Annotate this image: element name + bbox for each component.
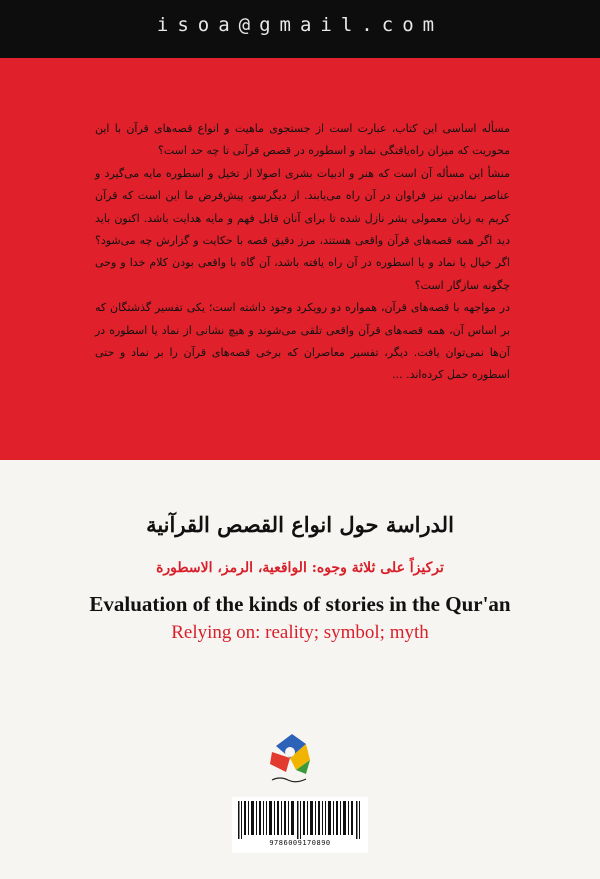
publisher-logo-icon <box>270 734 310 774</box>
description-paragraph-3: در مواجهه با قصه‌های قرآن، همواره دو رویکرد وجود داشته است؛ یکی تفسیر گذشتگان که بر اساس آن، همه قصه‌های قرآن واقعی تلقی می‌شوند و هیچ نشانی از نماد یا اسطوره در آن‌ها نمی‌توان یافت. دیگر، تفسیر معاصران که برخی قصه‌های قرآن را بر نماد و حتی اسطوره حمل کرده‌اند. ... <box>95 301 510 382</box>
arabic-subtitle: تركيزاً على ثلاثة وجوه: الواقعية، الرمز، الاسطورة <box>156 560 444 576</box>
isbn-barcode <box>232 797 368 853</box>
publisher-logo <box>266 728 316 784</box>
contact-email: isoa@gmail.com <box>156 14 444 36</box>
top-bar <box>0 0 600 58</box>
english-title: Evaluation of the kinds of stories in the Qur'an <box>89 592 511 616</box>
description-paragraph-1: مسأله اساسی این کتاب، عبارت است از جستجوی ماهیت و انواع قصه‌های قرآن با این محوریت که میزان راه‌یافتگی نماد و اسطوره در قصص قرآنی تا چه حد است؟ <box>95 122 510 158</box>
english-subtitle: Relying on: reality; symbol; myth <box>171 622 429 643</box>
description-paragraph-2: منشأ این مسأله آن است که هنر و ادبیات بشری اصولا از تخیل و اسطوره مایه می‌گیرد و عناصر نمادین نیز فراوان در آن راه می‌یابند. از دیگرسو، پیش‌فرض ما این است که قرآن کریم به زبان معمولی بشر نازل شده تا برای آنان قابل فهم و مایه هدایت باشد. اکنون باید دید اگر همه قصه‌های قرآن واقعی هستند، مرز دقیق قصه با حکایت و گزارش چه می‌شود؟ اگر خیال یا نماد و یا اسطوره در آن راه یافته باشد، آن گاه با واقعی بودن کلام خدا و وحی چگونه سازگار است؟ <box>95 166 510 292</box>
barcode-icon <box>238 801 362 839</box>
back-cover-description <box>95 118 510 387</box>
arabic-title: الدراسة حول انواع القصص القرآنية <box>146 512 454 537</box>
isbn-number: 9786009170890 <box>269 839 331 847</box>
